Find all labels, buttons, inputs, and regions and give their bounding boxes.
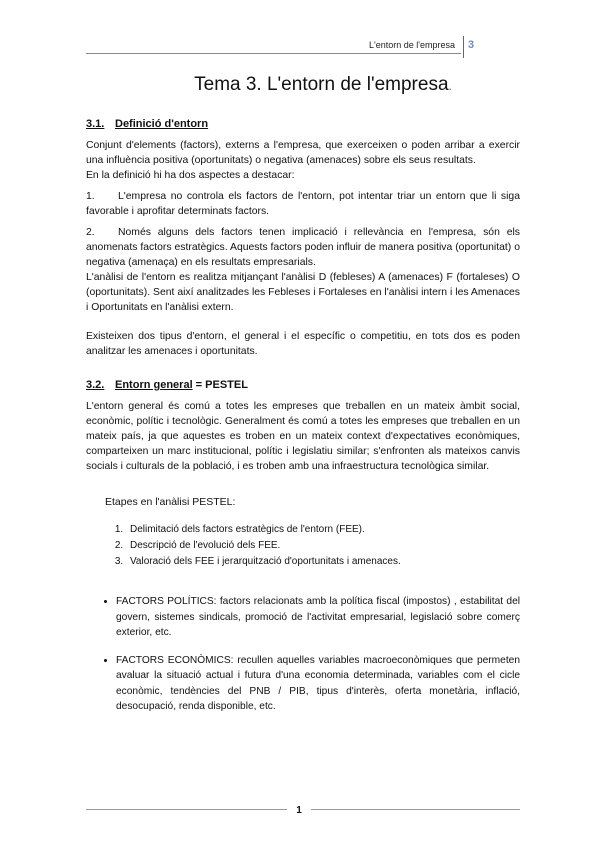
aspect-item-2	[86, 225, 520, 270]
etapes-list	[86, 522, 520, 570]
dafo-paragraph: L'anàlisi de l'entorn es realitza mitjançant l'anàlisi D (febleses) A (amenaces) F (fortaleses) O (oportunitats). Sent així analitzades les Febleses i Fortaleses en l'anàlisi intern i les Amenaces i Oportunitats en l'anàlisi extern.	[86, 272, 520, 313]
section-title: Definició d'entorn	[115, 118, 209, 130]
page-title-trail: .	[448, 79, 452, 93]
page-title-text: Tema 3. L'entorn de l'empresa	[194, 74, 449, 95]
etapes-heading: Etapes en l'anàlisi PESTEL:	[105, 496, 236, 508]
aspect-text: Només alguns dels factors tenen implicació i rellevància en l'empresa, són els anomenats factors estratègics. Aquests factors poden influir de manera positiva (oportunitat) o negativa (amenaça) en els resultats empresarials.	[86, 227, 520, 268]
page-title	[86, 74, 520, 96]
aspects-lead: En la definició hi ha dos aspectes a destacar:	[86, 170, 295, 181]
section-number: 3.1.	[86, 118, 105, 130]
aspect-item-1	[86, 189, 520, 219]
section-title-suffix: = PESTEL	[192, 379, 248, 391]
factor-politics: • FACTORS POLÍTICS: factors relacionats amb la política fiscal (impostos) , estabilitat del govern, sistemes sindicals, promoció de l'activitat empresarial, legislació sobre comerç exterior, etc.	[116, 594, 520, 641]
list-item: 2. Descripció de l'evolució dels FEE.	[126, 538, 520, 554]
entorn-types-paragraph: Existeixen dos tipus d'entorn, el general i el específic o competitiu, en tots dos es poden analitzar les amenaces i oportunitats.	[86, 331, 520, 357]
factors-list	[86, 594, 520, 715]
entorn-general-paragraph: L'entorn general és comú a totes les empreses que treballen en un mateix àmbit social, econòmic, polític i tecnològic. Generalment és comú a totes les empreses que treballen en un mateix país, ja que aquestes es troben en un mateix context d'expectatives econòmiques, comparteixen un marc institucional, polític i legislatiu similar; s'enfronten als mateixos canvis socials i culturals de la població, i es troben amb una infraestructura tecnològica similar.	[86, 401, 520, 472]
header-rule	[86, 53, 461, 54]
definition-paragraph: Conjunt d'elements (factors), externs a l'empresa, que exerceixen o poden arribar a exercir una influència positiva (oportunitats) o negativa (amenaces) sobre els seus resultats.	[86, 140, 520, 166]
list-item: 3. Valoració dels FEE i jerarquització d'oportunitats i amenaces.	[126, 554, 520, 570]
running-header: L'entorn de l'empresa	[369, 40, 455, 50]
aspect-number: 2.	[86, 227, 95, 238]
list-item: 1. Delimitació dels factors estratègics de l'entorn (FEE).	[126, 522, 520, 538]
aspect-text: L'empresa no controla els factors de l'entorn, pot intentar triar un entorn que li siga favorable i aprofitar determinats factors.	[86, 191, 520, 217]
factor-economics: • FACTORS ECONÒMICS: recullen aquelles variables macroeconòmiques que permeten avaluar la situació actual i futura d'una economia determinada, variables com el cicle econòmic, tendències del PNB / PIB, tipus d'interès, oferta monetària, inflació, desocupació, renda disponible, etc.	[116, 653, 520, 715]
section-number: 3.2.	[86, 379, 105, 391]
chapter-number: 3	[468, 39, 475, 51]
page-number: 1	[287, 805, 311, 816]
aspect-number: 1.	[86, 191, 95, 202]
section-heading-3-1	[86, 118, 520, 130]
page-content	[86, 74, 520, 727]
section-title: Entorn general	[115, 379, 193, 391]
section-heading-3-2	[86, 379, 520, 391]
header-divider	[463, 36, 464, 58]
